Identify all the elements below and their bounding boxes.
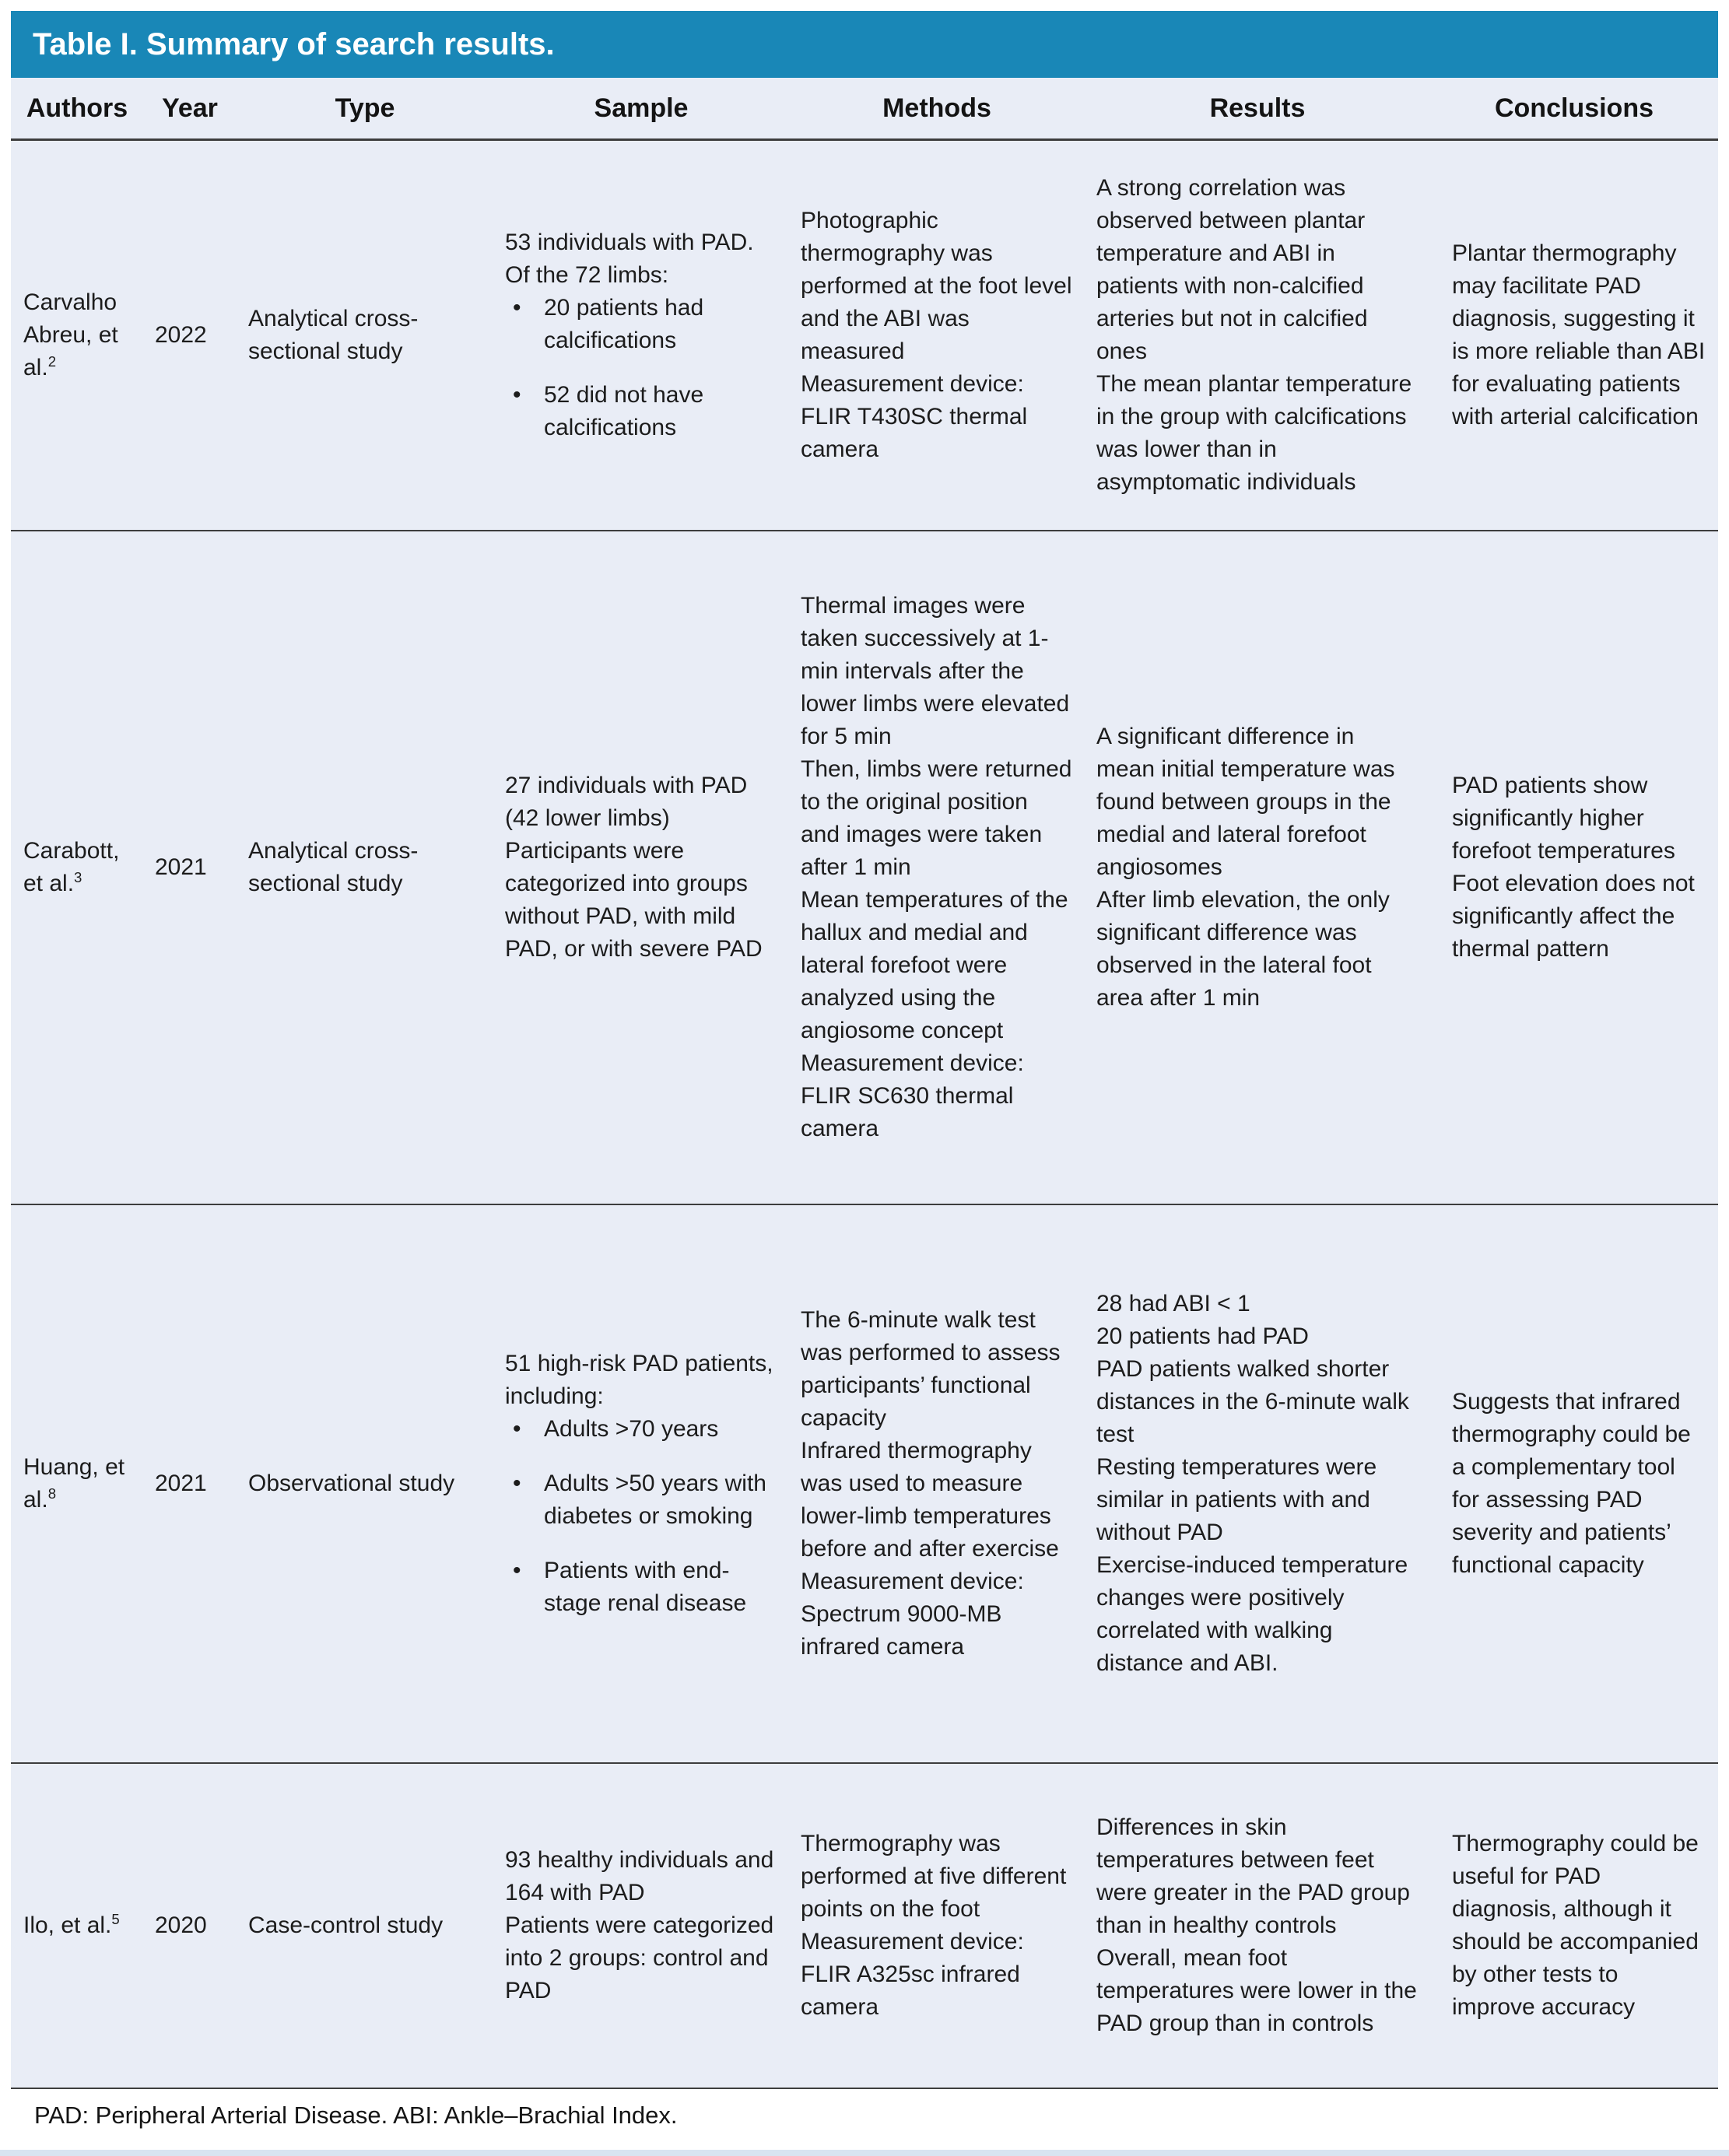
cell-methods <box>789 1205 1085 1762</box>
cell-results <box>1085 141 1430 530</box>
paragraph: PAD patients walked shorter distances in the 6-minute walk test <box>1096 1356 1409 1447</box>
cell-authors <box>11 1205 143 1762</box>
reference-superscript: 3 <box>74 869 82 885</box>
table-row <box>11 1205 1718 1764</box>
paragraph: PAD patients show significantly higher forefoot temperatures <box>1452 773 1675 864</box>
bullet-item: • 20 patients had calcifications <box>505 292 777 357</box>
bullet-list <box>505 292 777 444</box>
cell-authors <box>11 141 143 530</box>
cell-year <box>143 531 237 1204</box>
paragraph: Plantar thermography may facilitate PAD diagnosis, suggesting it is more reliable than ABI for evaluating patients with arterial calcification <box>1452 240 1706 429</box>
paragraph: The 6-minute walk test was performed to assess participants’ functional capacity <box>801 1307 1061 1431</box>
paragraph: Thermography was performed at five different points on the foot <box>801 1831 1067 1922</box>
year-text: 2021 <box>155 854 207 880</box>
column-header-type: Type <box>335 93 395 123</box>
type-text: Observational study <box>248 1471 455 1496</box>
type-text: Analytical cross-sectional study <box>248 306 419 364</box>
cell-authors <box>11 531 143 1204</box>
cell-methods <box>789 531 1085 1204</box>
reference-superscript: 2 <box>47 353 57 370</box>
bottom-strip <box>0 2150 1729 2156</box>
author-name <box>23 1451 132 1516</box>
year-text: 2022 <box>155 322 207 348</box>
paragraph: Suggests that infrared thermography could be a complementary tool for assessing PAD severity and patients’ functional capacity <box>1452 1389 1691 1578</box>
cell-year <box>143 1764 237 2088</box>
table-header-row <box>11 78 1718 141</box>
cell-type <box>237 1205 493 1762</box>
reference-superscript: 8 <box>47 1485 57 1502</box>
paragraph: Photographic thermography was performed at the foot level and the ABI was measured <box>801 208 1072 364</box>
bullet-item: • Adults >70 years <box>505 1413 777 1446</box>
paragraph: Participants were categorized into groups without PAD, with mild PAD, or with severe PAD <box>505 838 763 962</box>
year-text: 2021 <box>155 1471 207 1496</box>
author-text: Carabott, et al. <box>23 838 120 896</box>
table-title: Table I. Summary of search results. <box>33 26 555 61</box>
paragraph: Resting temperatures were similar in patients with and without PAD <box>1096 1454 1377 1545</box>
author-text: Huang, et al. <box>23 1454 125 1513</box>
cell-conclusions <box>1430 1764 1718 2088</box>
column-header-sample: Sample <box>594 93 689 123</box>
table-title-bar <box>11 11 1718 78</box>
paragraph: 51 high-risk PAD patients, including: <box>505 1351 773 1409</box>
paragraph: 20 patients had PAD <box>1096 1323 1309 1349</box>
paragraph: Mean temperatures of the hallux and medial and lateral forefoot were analyzed using the angiosome concept <box>801 887 1068 1043</box>
cell-type <box>237 531 493 1204</box>
paragraph: 53 individuals with PAD. Of the 72 limbs: <box>505 230 754 288</box>
table-row <box>11 1764 1718 2089</box>
paragraph: Measurement device: FLIR SC630 thermal camera <box>801 1050 1024 1141</box>
cell-sample <box>493 1205 789 1762</box>
author-text: Ilo, et al. <box>23 1912 112 1938</box>
table-body <box>11 141 1718 2089</box>
paragraph: Then, limbs were returned to the original position and images were taken after 1 min <box>801 756 1072 880</box>
paragraph: Measurement device: FLIR T430SC thermal camera <box>801 371 1028 462</box>
cell-year <box>143 141 237 530</box>
paragraph: Infrared thermography was used to measure lower-limb temperatures before and after exercise <box>801 1438 1059 1562</box>
table-row <box>11 141 1718 531</box>
cell-results <box>1085 1764 1430 2088</box>
cell-type <box>237 1764 493 2088</box>
bullet-item: • Adults >50 years with diabetes or smoking <box>505 1467 777 1533</box>
cell-conclusions <box>1430 1205 1718 1762</box>
bullet-item: • 52 did not have calcifications <box>505 379 777 444</box>
cell-conclusions <box>1430 531 1718 1204</box>
column-header-year: Year <box>162 93 218 123</box>
summary-table <box>11 11 1718 2089</box>
paragraph: A significant difference in mean initial temperature was found between groups in the medial and lateral forefoot angiosomes <box>1096 724 1395 880</box>
paragraph: Patients were categorized into 2 groups: control and PAD <box>505 1912 774 2004</box>
cell-methods <box>789 141 1085 530</box>
author-name <box>23 286 132 384</box>
cell-results <box>1085 531 1430 1204</box>
cell-sample <box>493 141 789 530</box>
reference-superscript: 5 <box>111 1911 120 1927</box>
paragraph: Measurement device: <box>801 1569 1024 1594</box>
paragraph: Spectrum 9000-MB infrared camera <box>801 1601 1002 1660</box>
cell-sample <box>493 531 789 1204</box>
paragraph: Thermography could be useful for PAD diagnosis, although it should be accompanied by other tests to improve accuracy <box>1452 1831 1699 2020</box>
column-header-conclusions: Conclusions <box>1494 93 1654 123</box>
table-row <box>11 531 1718 1205</box>
cell-year <box>143 1205 237 1762</box>
author-name <box>23 835 132 900</box>
type-text: Analytical cross-sectional study <box>248 838 419 896</box>
cell-sample <box>493 1764 789 2088</box>
cell-methods <box>789 1764 1085 2088</box>
author-name <box>23 1909 132 1942</box>
column-header-methods: Methods <box>882 93 991 123</box>
cell-type <box>237 141 493 530</box>
paragraph: After limb elevation, the only significant difference was observed in the lateral foot area after 1 min <box>1096 887 1390 1011</box>
paragraph: 27 individuals with PAD (42 lower limbs) <box>505 773 748 831</box>
cell-results <box>1085 1205 1430 1762</box>
bullet-item: • Patients with end-stage renal disease <box>505 1555 777 1620</box>
bullet-list <box>505 1413 777 1620</box>
column-header-authors: Authors <box>26 93 128 123</box>
cell-authors <box>11 1764 143 2088</box>
paragraph: Thermal images were taken successively at 1-min intervals after the lower limbs were elevated for 5 min <box>801 593 1070 749</box>
paragraph: Overall, mean foot temperatures were lower in the PAD group than in controls <box>1096 1945 1417 2036</box>
column-header-results: Results <box>1209 93 1306 123</box>
table-footnote: PAD: Peripheral Arterial Disease. ABI: Ankle–Brachial Index. <box>34 2102 678 2129</box>
type-text: Case-control study <box>248 1912 444 1938</box>
paragraph: Measurement device: FLIR A325sc infrared camera <box>801 1929 1024 2020</box>
year-text: 2020 <box>155 1912 207 1938</box>
paragraph: A strong correlation was observed between plantar temperature and ABI in patients with non-calcified arteries but not in calcified ones <box>1096 175 1368 364</box>
cell-conclusions <box>1430 141 1718 530</box>
paragraph: Foot elevation does not significantly affect the thermal pattern <box>1452 871 1695 962</box>
paragraph: Differences in skin temperatures between feet were greater in the PAD group than in healthy controls <box>1096 1814 1410 1938</box>
paragraph: Exercise-induced temperature changes were positively correlated with walking distance and ABI. <box>1096 1552 1408 1676</box>
paragraph: The mean plantar temperature in the group with calcifications was lower than in asymptomatic individuals <box>1096 371 1412 495</box>
author-text: Carvalho Abreu, et al. <box>23 289 118 380</box>
paragraph: 93 healthy individuals and 164 with PAD <box>505 1847 774 1905</box>
paragraph: 28 had ABI < 1 <box>1096 1291 1250 1316</box>
